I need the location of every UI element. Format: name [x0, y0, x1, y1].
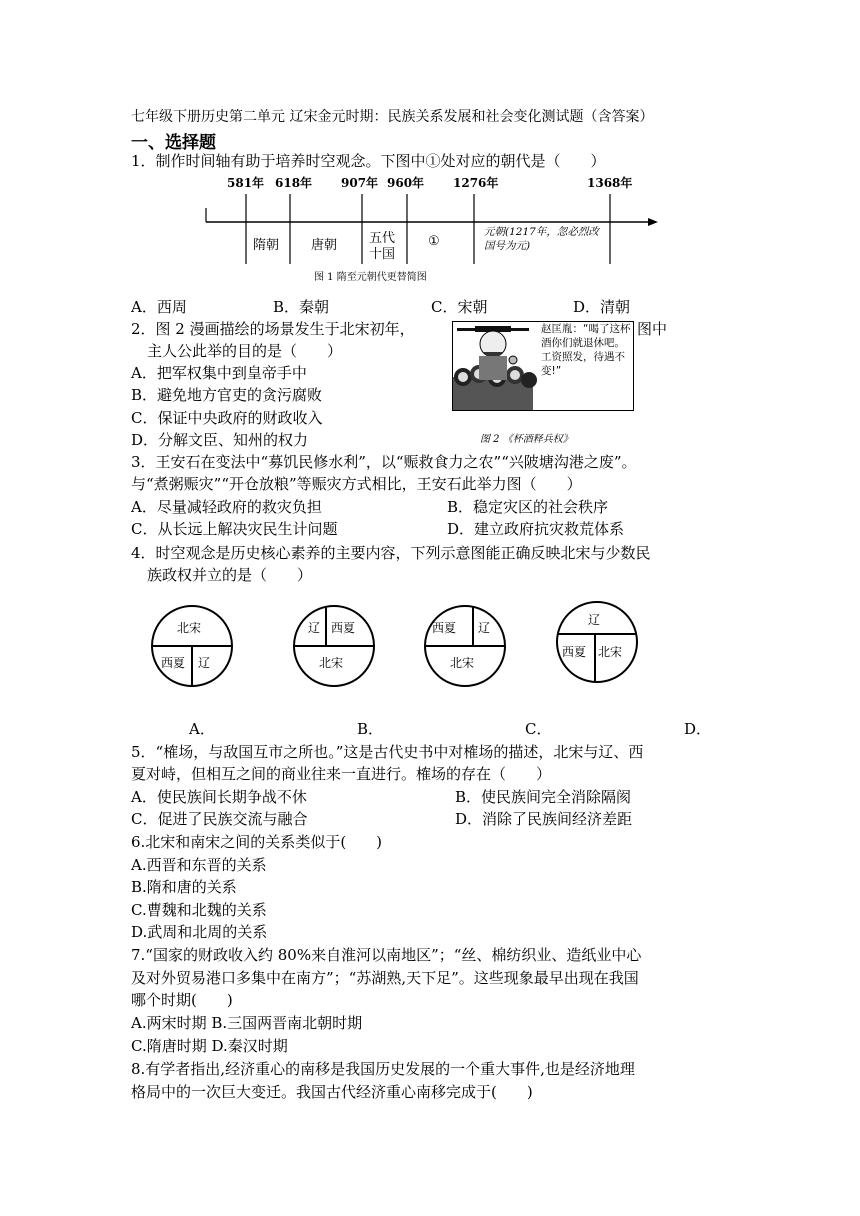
diagram-c-top-left: 西夏	[432, 621, 457, 635]
diagram-a	[151, 605, 233, 687]
q6-stem: 6.北宋和南宋之间的关系类似于( )	[131, 833, 383, 851]
q2-stem: 2．图 2 漫画描绘的场景发生于北宋初年，	[131, 320, 415, 338]
document-title: 七年级下册历史第二单元 辽宋金元时期：民族关系发展和社会变化测试题（含答案）	[131, 109, 654, 125]
q2-stem-line2: 主人公此举的目的是（ ）	[147, 342, 343, 360]
q7-options-ab: A.两宋时期 B.三国两晋南北朝时期	[131, 1014, 363, 1032]
q4-option-b: B．	[357, 720, 384, 738]
q2-option-b: B．避免地方官吏的贪污腐败	[131, 386, 323, 404]
q3-stem-line1: 3．王安石在变法中“募饥民修水利”，以“赈救食力之农”“兴陂塘沟港之废”。	[131, 453, 637, 471]
timeline-period: 唐朝	[311, 238, 338, 253]
q6-option-a: A.西晋和东晋的关系	[131, 856, 267, 874]
q1-option-d: D．清朝	[573, 298, 631, 316]
q7-options-cd: C.隋唐时期 D.秦汉时期	[131, 1037, 288, 1055]
q1-option-b: B．秦朝	[273, 298, 330, 316]
diagram-c-top-right: 辽	[478, 621, 491, 635]
diagram-a-bottom-right: 辽	[198, 656, 211, 670]
timeline-period: 十国	[369, 247, 396, 262]
diagram-d-bottom-left: 西夏	[562, 645, 587, 659]
q7-stem-line1: 7.“国家的财政收入约 80%来自淮河以南地区”；“丝、棉纺织业、造纸业中心	[131, 946, 642, 964]
timeline-figure	[200, 172, 670, 264]
timeline-period: 隋朝	[253, 238, 280, 253]
figure2-caption: 图 2 《杯酒释兵权》	[480, 434, 573, 445]
diagram-b	[293, 605, 375, 687]
timeline-year: 1276年	[453, 176, 499, 190]
timeline-period-blank: ①	[428, 234, 440, 249]
timeline-year: 907年	[341, 176, 379, 190]
diagram-b-top-left: 辽	[308, 621, 321, 635]
diagram-b-top-right: 西夏	[331, 621, 356, 635]
q7-stem-line2: 及对外贸易港口多集中在南方”；“苏湖熟,天下足”。这些现象最早出现在我国	[131, 969, 639, 987]
q4-option-d: D．	[684, 720, 712, 738]
diagram-c	[424, 605, 506, 687]
q1-stem: 1．制作时间轴有助于培养时空观念。下图中①处对应的朝代是（ ）	[131, 152, 606, 170]
diagram-c-bottom: 北宋	[450, 656, 475, 670]
diagram-d-top: 辽	[588, 613, 601, 627]
diagram-a-bottom-left: 西夏	[161, 656, 186, 670]
q2-option-c: C．保证中央政府的财政收入	[131, 409, 323, 427]
q5-option-d: D．消除了民族间经济差距	[455, 810, 633, 828]
q3-option-a: A．尽量减轻政府的救灾负担	[131, 498, 322, 516]
section-heading: 一、选择题	[131, 133, 216, 153]
q4-option-c: C．	[525, 720, 552, 738]
diagram-b-bottom: 北宋	[319, 656, 344, 670]
diagram-a-top: 北宋	[177, 621, 202, 635]
q4-option-a: A．	[189, 720, 215, 738]
diagram-d	[556, 601, 638, 683]
q6-option-c: C.曹魏和北魏的关系	[131, 901, 267, 919]
q4-stem-line1: 4．时空观念是历史核心素养的主要内容，下列示意图能正确反映北宋与少数民	[131, 544, 651, 562]
timeline-year: 618年	[275, 176, 313, 190]
q2-option-a: A．把军权集中到皇帝手中	[131, 364, 307, 382]
timeline-year: 1368年	[587, 176, 633, 190]
timeline-year: 960年	[387, 176, 425, 190]
q5-option-c: C．促进了民族交流与融合	[131, 810, 308, 828]
cartoon-figure	[452, 321, 634, 411]
q5-stem-line2: 夏对峙，但相互之间的商业往来一直进行。榷场的存在（ ）	[131, 765, 552, 783]
q2-option-d: D．分解文臣、知州的权力	[131, 431, 309, 449]
figure1-caption: 图 1 隋至元朝代更替简图	[314, 272, 427, 283]
timeline-yuan-note: 元朝(1217年，忽必烈改国号为元)	[484, 226, 599, 252]
q3-option-b: B．稳定灾区的社会秩序	[447, 498, 609, 516]
q2-stem-cont: 图中	[637, 320, 668, 338]
q3-stem-line2: 与“煮粥赈灾”“开仓放粮”等赈灾方式相比，王安石此举力图（ ）	[131, 475, 582, 493]
q1-option-a: A．西周	[131, 298, 187, 316]
diagram-d-bottom-right: 北宋	[598, 645, 623, 659]
speech-bubble: 赵匡胤：“喝了这杯酒你们就退休吧。工资照发，待遇不变!”	[541, 323, 631, 377]
q3-option-c: C．从长远上解决灾民生计问题	[131, 520, 338, 538]
q5-stem-line1: 5．“榷场，与敌国互市之所也。”这是古代史书中对榷场的描述，北宋与辽、西	[131, 743, 644, 761]
q6-option-d: D.武周和北周的关系	[131, 923, 268, 941]
q8-stem-line2: 格局中的一次巨大变迁。我国古代经济重心南移完成于( )	[131, 1083, 533, 1101]
q8-stem-line1: 8.有学者指出,经济重心的南移是我国历史发展的一个重大事件,也是经济地理	[131, 1060, 635, 1078]
q1-option-c: C．宋朝	[431, 298, 488, 316]
q3-option-d: D．建立政府抗灾救荒体系	[447, 520, 625, 538]
q7-stem-line3: 哪个时期( )	[131, 991, 233, 1009]
q6-option-b: B.隋和唐的关系	[131, 878, 237, 896]
q5-option-a: A．使民族间长期争战不休	[131, 788, 307, 806]
timeline-year: 581年	[227, 176, 265, 190]
q5-option-b: B．使民族间完全消除隔阂	[455, 788, 632, 806]
q4-stem-line2: 族政权并立的是（ ）	[147, 566, 313, 584]
timeline-period: 五代	[369, 231, 396, 246]
